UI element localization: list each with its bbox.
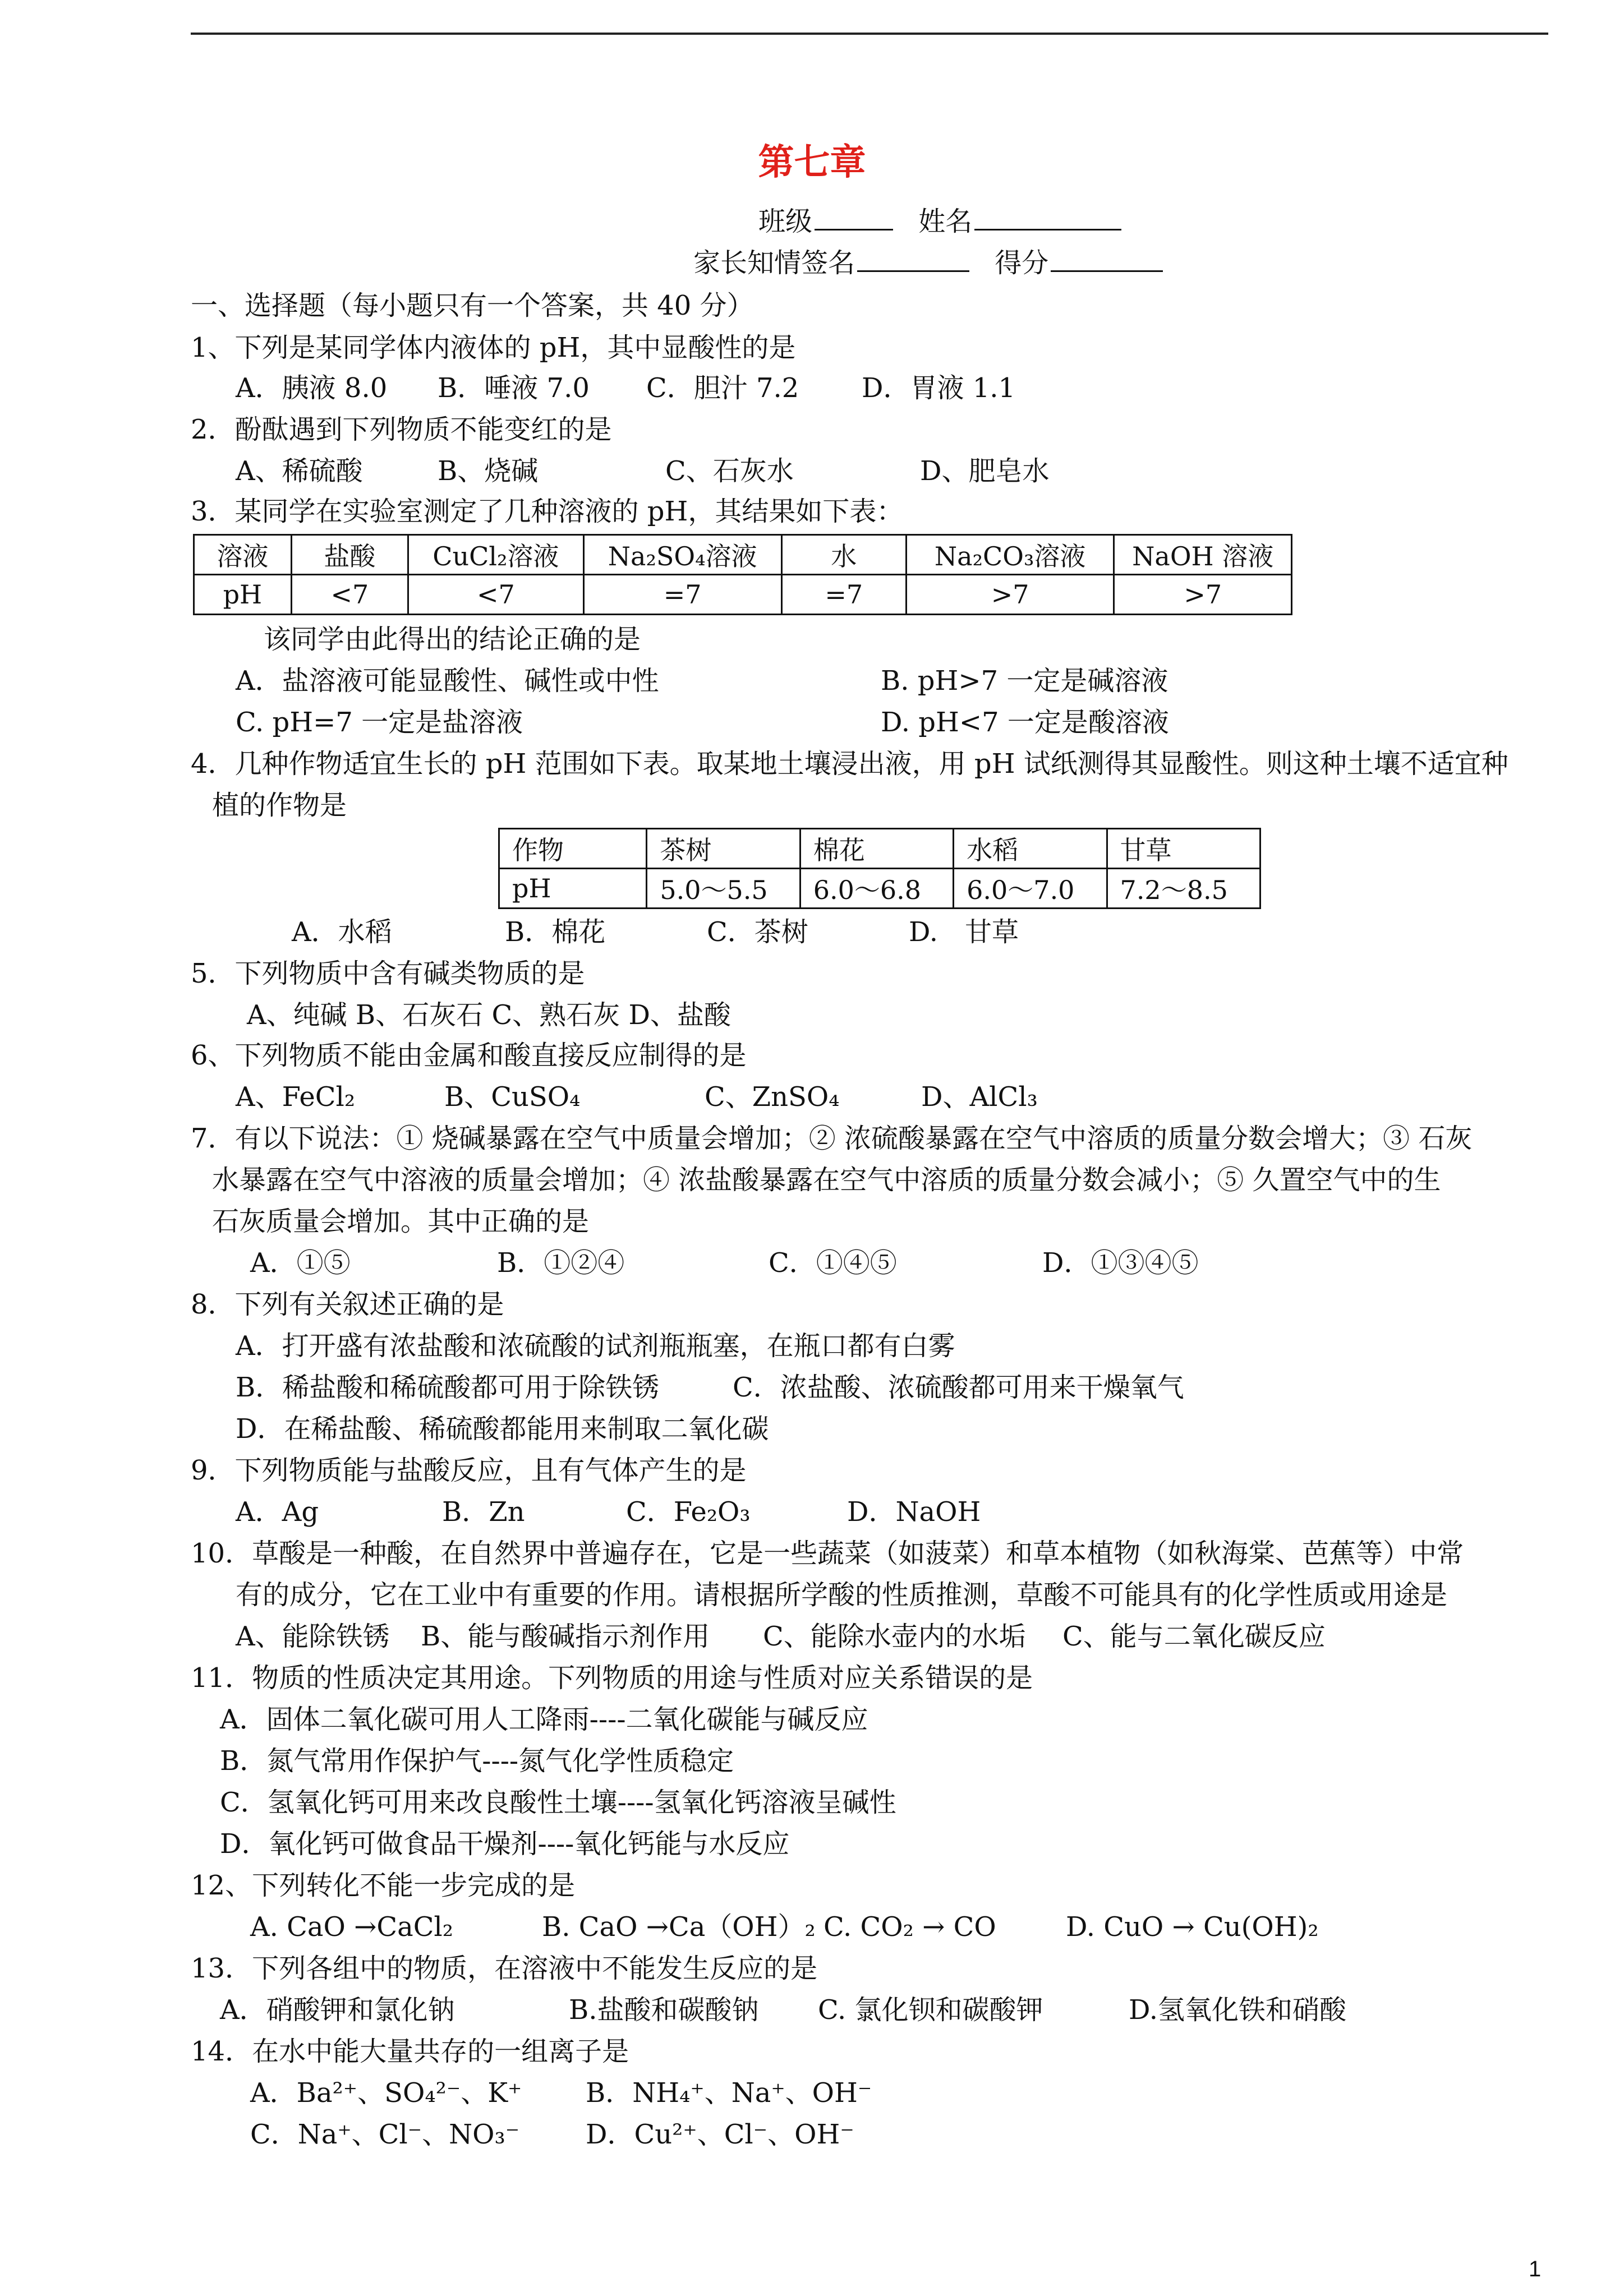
table-cell: Na₂CO₃溶液 [906, 535, 1114, 575]
q7-stem-line3: 石灰质量会增加。其中正确的是 [212, 1206, 590, 1237]
table-cell: 7.2～8.5 [1107, 869, 1260, 909]
q13-option-b[interactable]: B.盐酸和碳酸钠 [569, 1994, 759, 2026]
q10-option-c[interactable]: C、能除水壶内的水垢 [763, 1621, 1026, 1652]
table-cell: Na₂SO₄溶液 [583, 535, 781, 575]
q12-option-d[interactable]: D. CuO → Cu(OH)₂ [1066, 1911, 1319, 1943]
q10-option-a[interactable]: A、能除铁锈 [236, 1621, 390, 1652]
q9-option-b[interactable]: B．Zn [442, 1496, 525, 1528]
table-cell: >7 [906, 575, 1114, 615]
q3-option-b[interactable]: B. pH>7 一定是碱溶液 [881, 665, 1168, 697]
q5-options[interactable]: A、纯碱 B、石灰石 C、熟石灰 D、盐酸 [247, 999, 731, 1031]
q3-option-a[interactable]: A．盐溶液可能显酸性、碱性或中性 [236, 665, 659, 697]
q9-option-a[interactable]: A．Ag [236, 1496, 319, 1528]
table-cell: 作物 [499, 829, 647, 869]
parent-signature-label: 家长知情签名 [693, 247, 855, 279]
score-blank[interactable] [1051, 246, 1163, 272]
q14-option-c[interactable]: C．Na⁺、Cl⁻、NO₃⁻ [250, 2119, 520, 2150]
table-cell: 盐酸 [291, 535, 408, 575]
table-cell: 6.0～7.0 [954, 869, 1107, 909]
q14-options-row2 [250, 2118, 1036, 2151]
q4-stem-line1: 4．几种作物适宜生长的 pH 范围如下表。取某地土壤浸出液，用 pH 试纸测得其显酸性。则这种土壤不适宜种 [191, 748, 1508, 780]
name-blank[interactable] [974, 204, 1121, 230]
q7-option-c[interactable]: C．①④⑤ [769, 1247, 897, 1279]
q8-option-b[interactable]: B．稀盐酸和稀硫酸都可用于除铁锈 [236, 1372, 660, 1403]
table-cell: 溶液 [194, 535, 292, 575]
q14-option-b[interactable]: B．NH₄⁺、Na⁺、OH⁻ [586, 2077, 872, 2109]
q11-option-d[interactable]: D．氧化钙可做食品干燥剂----氧化钙能与水反应 [220, 1828, 790, 1860]
q13-stem: 13．下列各组中的物质，在溶液中不能发生反应的是 [191, 1953, 818, 1984]
q9-option-c[interactable]: C．Fe₂O₃ [626, 1496, 751, 1528]
table-cell: 5.0～5.5 [647, 869, 800, 909]
q14-option-d[interactable]: D．Cu²⁺、Cl⁻、OH⁻ [586, 2119, 854, 2150]
q11-stem: 11．物质的性质决定其用途。下列物质的用途与性质对应关系错误的是 [191, 1662, 1033, 1694]
q3-options-row2 [236, 706, 1358, 739]
q1-stem: 1、下列是某同学体内液体的 pH，其中显酸性的是 [191, 332, 796, 363]
q4-option-d[interactable]: D. 甘草 [909, 916, 1019, 948]
q2-option-c[interactable]: C、石灰水 [665, 455, 794, 487]
q5-stem: 5．下列物质中含有碱类物质的是 [191, 958, 585, 989]
q6-option-a[interactable]: A、FeCl₂ [236, 1081, 356, 1113]
table-cell: CuCl₂溶液 [408, 535, 583, 575]
table-cell: 棉花 [800, 829, 953, 869]
table-cell: 甘草 [1107, 829, 1260, 869]
q9-option-d[interactable]: D．NaOH [847, 1496, 981, 1528]
q3-options-row1 [236, 664, 1358, 698]
q6-option-c[interactable]: C、ZnSO₄ [705, 1081, 840, 1113]
q2-stem: 2．酚酞遇到下列物质不能变红的是 [191, 414, 612, 445]
table-cell: pH [194, 575, 292, 615]
q4-option-a[interactable]: A．水稻 [292, 916, 392, 948]
table-cell: >7 [1114, 575, 1292, 615]
table-cell: =7 [583, 575, 781, 615]
q8-option-a[interactable]: A．打开盛有浓盐酸和浓硫酸的试剂瓶瓶塞，在瓶口都有白雾 [236, 1330, 955, 1362]
q10-option-b[interactable]: B、能与酸碱指示剂作用 [421, 1621, 710, 1652]
q12-option-c[interactable]: C. CO₂ → CO [823, 1911, 996, 1943]
q7-option-a[interactable]: A．①⑤ [250, 1247, 351, 1279]
q6-options [236, 1080, 1133, 1114]
q14-option-a[interactable]: A．Ba²⁺、SO₄²⁻、K⁺ [250, 2077, 522, 2109]
q3-option-d[interactable]: D. pH<7 一定是酸溶液 [881, 707, 1169, 738]
q2-options [236, 454, 1133, 488]
q7-option-b[interactable]: B．①②④ [497, 1247, 625, 1279]
q10-stem-line1: 10．草酸是一种酸，在自然界中普遍存在，它是一些蔬菜（如菠菜）和草本植物（如秋海棠、芭蕉等）中常 [191, 1538, 1464, 1569]
q6-option-b[interactable]: B、CuSO₄ [444, 1081, 581, 1113]
q13-option-a[interactable]: A．硝酸钾和氯化钠 [220, 1994, 455, 2026]
q10-stem-line2: 有的成分，它在工业中有重要的作用。请根据所学酸的性质推测，草酸不可能具有的化学性质或用途是 [236, 1579, 1448, 1611]
q1-option-b[interactable]: B．唾液 7.0 [438, 372, 590, 404]
q8-option-d[interactable]: D．在稀盐酸、稀硫酸都能用来制取二氧化碳 [236, 1413, 769, 1445]
q1-option-d[interactable]: D．胃液 1.1 [862, 372, 1016, 404]
q2-option-a[interactable]: A、稀硫酸 [236, 455, 363, 487]
table-cell: NaOH 溶液 [1114, 535, 1292, 575]
q2-option-b[interactable]: B、烧碱 [438, 455, 539, 487]
q3-option-c[interactable]: C. pH=7 一定是盐溶液 [236, 707, 523, 738]
table-cell: pH [499, 869, 647, 909]
q3-conclusion: 该同学由此得出的结论正确的是 [264, 624, 641, 655]
q12-option-b[interactable]: B. CaO →Ca（OH）₂ [542, 1911, 816, 1943]
signature-score-row [693, 246, 1163, 280]
q3-ph-table [193, 534, 1292, 615]
q7-stem-line2: 水暴露在空气中溶液的质量会增加；④ 浓盐酸暴露在空气中溶质的质量分数会减小；⑤ 久置空气中的生 [212, 1164, 1441, 1196]
table-cell: 水稻 [954, 829, 1107, 869]
q11-option-c[interactable]: C．氢氧化钙可用来改良酸性土壤----氢氧化钙溶液呈碱性 [220, 1787, 896, 1818]
q4-stem-line2: 植的作物是 [212, 790, 347, 821]
page-number: 1 [1529, 2257, 1542, 2281]
section-heading: 一、选择题（每小题只有一个答案，共 40 分） [191, 290, 754, 321]
q9-options [236, 1495, 1133, 1529]
q6-stem: 6、下列物质不能由金属和酸直接反应制得的是 [191, 1040, 747, 1071]
q13-option-d[interactable]: D.氢氧化铁和硝酸 [1129, 1994, 1347, 2026]
q4-table-ph-row [499, 869, 1260, 909]
q8-option-c[interactable]: C．浓盐酸、浓硫酸都可用来干燥氧气 [733, 1372, 1184, 1403]
q12-stem: 12、下列转化不能一步完成的是 [191, 1870, 576, 1901]
q4-options [292, 915, 1189, 949]
q1-option-a[interactable]: A．胰液 8.0 [236, 372, 388, 404]
q8-stem: 8．下列有关叙述正确的是 [191, 1289, 504, 1320]
q11-option-a[interactable]: A．固体二氧化碳可用人工降雨----二氧化碳能与碱反应 [220, 1704, 868, 1735]
name-label: 姓名 [918, 206, 973, 237]
q3-stem: 3．某同学在实验室测定了几种溶液的 pH，其结果如下表： [191, 496, 904, 527]
q3-table-header-row [194, 535, 1292, 575]
q11-option-b[interactable]: B．氮气常用作保护气----氮气化学性质稳定 [220, 1745, 734, 1777]
q4-table-header-row [499, 829, 1260, 869]
table-cell: 茶树 [647, 829, 800, 869]
q14-stem: 14．在水中能大量共存的一组离子是 [191, 2036, 629, 2067]
q4-crop-table [498, 828, 1261, 909]
q10-option-d[interactable]: C、能与二氧化碳反应 [1062, 1621, 1326, 1652]
table-cell: <7 [408, 575, 583, 615]
parent-signature-blank[interactable] [857, 246, 969, 272]
q6-option-d[interactable]: D、AlCl₃ [921, 1081, 1038, 1113]
table-cell: 水 [781, 535, 906, 575]
q13-options [220, 1993, 1398, 2027]
q1-options [236, 371, 1077, 405]
q2-option-d[interactable]: D、肥皂水 [920, 455, 1050, 487]
q1-option-c[interactable]: C．胆汁 7.2 [646, 372, 799, 404]
q12-option-a[interactable]: A. CaO →CaCl₂ [250, 1911, 454, 1943]
table-cell: =7 [781, 575, 906, 615]
score-label: 得分 [995, 247, 1049, 279]
q9-stem: 9．下列物质能与盐酸反应，且有气体产生的是 [191, 1455, 747, 1486]
q14-options-row1 [250, 2076, 1036, 2110]
q3-table-ph-row [194, 575, 1292, 615]
class-name-row [758, 204, 1121, 238]
q4-option-c[interactable]: C．茶树 [707, 916, 808, 948]
class-label: 班级 [758, 206, 813, 237]
table-cell: 6.0～6.8 [800, 869, 953, 909]
class-blank[interactable] [815, 204, 893, 230]
q7-option-d[interactable]: D．①③④⑤ [1042, 1247, 1199, 1279]
q7-options [250, 1246, 1260, 1280]
table-cell: <7 [291, 575, 408, 615]
q8-options-row [236, 1371, 1245, 1404]
q4-option-b[interactable]: B．棉花 [505, 916, 606, 948]
header-rule [191, 33, 1548, 35]
q12-options [250, 1910, 1319, 1944]
q10-options [236, 1620, 1358, 1653]
chapter-title: 第七章 [758, 141, 866, 183]
q13-option-c[interactable]: C. 氯化钡和碳酸钾 [818, 1994, 1043, 2026]
q7-stem-line1: 7．有以下说法：① 烧碱暴露在空气中质量会增加；② 浓硫酸暴露在空气中溶质的质量分数会增大；③ 石灰 [191, 1123, 1473, 1154]
